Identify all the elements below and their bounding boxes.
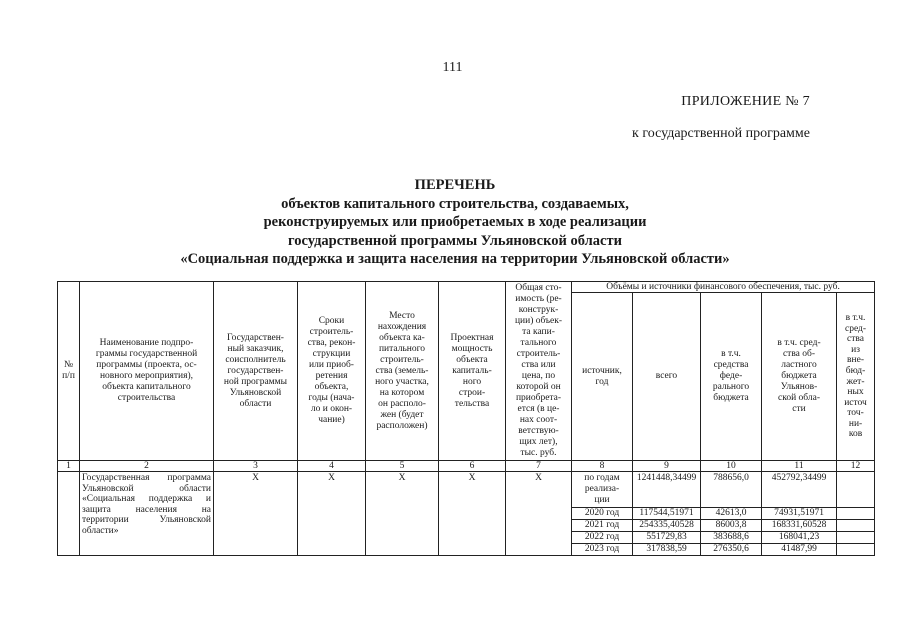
column-number: 10 <box>701 461 762 472</box>
header-col-10: в т.ч. средства феде- рального бюджета <box>701 293 762 461</box>
column-number: 3 <box>214 461 298 472</box>
finance-federal: 788656,0 <box>701 472 762 508</box>
finance-total: 1241448,34499 <box>633 472 701 508</box>
finance-extra <box>837 472 875 508</box>
finance-regional: 168041,23 <box>762 532 837 544</box>
finance-source: 2023 год <box>572 544 633 556</box>
column-number: 1 <box>58 461 80 472</box>
program-location: Х <box>366 472 439 556</box>
finance-federal: 86003,8 <box>701 520 762 532</box>
header-col-2: Наименование подпро- граммы государственной программы (проекта, ос- новного мероприятия), объекта капитального строительства <box>80 282 214 461</box>
title-line: реконструируемых или приобретаемых в ходе реализации <box>263 214 647 230</box>
finance-extra <box>837 532 875 544</box>
title-line: объектов капитального строительства, создаваемых, <box>281 195 629 212</box>
header-group-financing: Объёмы и источники финансового обеспечения, тыс. руб. <box>572 282 875 293</box>
header-col-5: Место нахождения объекта ка- питального строитель- ства (земель- ного участка, на котором он располо- жен (будет расположен) <box>366 282 439 461</box>
header-col-7: Общая сто- имость (ре- конструк- ции) объек- та капи- тального строитель- ства или цена, по которой он приобрета- ется (в це- нах соот- ветствую- щих лет), тыс. руб. <box>506 282 572 461</box>
column-number: 2 <box>80 461 214 472</box>
header-col-9: всего <box>633 293 701 461</box>
header-col-3: Государствен- ный заказчик, соисполнитель государствен- ной программы Ульяновской области <box>214 282 298 461</box>
finance-regional: 452792,34499 <box>762 472 837 508</box>
column-number: 12 <box>837 461 875 472</box>
column-number-row <box>58 461 875 472</box>
column-number: 5 <box>366 461 439 472</box>
finance-extra <box>837 520 875 532</box>
finance-total: 551729,83 <box>633 532 701 544</box>
header-row <box>58 282 875 293</box>
finance-federal: 383688,6 <box>701 532 762 544</box>
finance-extra <box>837 508 875 520</box>
finance-federal: 42613,0 <box>701 508 762 520</box>
column-number: 8 <box>572 461 633 472</box>
finance-source: 2020 год <box>572 508 633 520</box>
program-cost: Х <box>506 472 572 556</box>
header-col-8: источник, год <box>572 293 633 461</box>
finance-source: 2022 год <box>572 532 633 544</box>
program-number <box>58 472 80 556</box>
title-line: государственной программы Ульяновской области <box>288 232 622 249</box>
header-col-11: в т.ч. сред- ства об- ластного бюджета Ульянов- ской обла- сти <box>762 293 837 461</box>
finance-federal: 276350,6 <box>701 544 762 556</box>
appendix-subtitle: к государственной программе <box>632 126 810 141</box>
appendix-label: ПРИЛОЖЕНИЕ № 7 <box>681 94 810 109</box>
page-number: 111 <box>442 60 463 75</box>
finance-total: 117544,51971 <box>633 508 701 520</box>
finance-extra <box>837 544 875 556</box>
program-row <box>58 472 875 508</box>
program-customer: Х <box>214 472 298 556</box>
finance-regional: 168331,60528 <box>762 520 837 532</box>
program-terms: Х <box>298 472 366 556</box>
title-heading: ПЕРЕЧЕНЬ <box>414 177 496 193</box>
objects-table <box>57 281 875 556</box>
finance-total: 317838,59 <box>633 544 701 556</box>
finance-regional: 41487,99 <box>762 544 837 556</box>
header-col-12: в т.ч. сред- ства из вне- бюд- жет- ных источ точ- ни- ков <box>837 293 875 461</box>
header-col-1: № п/п <box>58 282 80 461</box>
finance-regional: 74931,51971 <box>762 508 837 520</box>
finance-source: по годам реализа- ции <box>572 472 633 508</box>
column-number: 4 <box>298 461 366 472</box>
header-col-4: Сроки строитель- ства, рекон- струкции или приоб- ретения объекта, годы (нача- ло и окон- чание) <box>298 282 366 461</box>
title-line: «Социальная поддержка и защита населения на территории Ульяновской области» <box>180 251 730 267</box>
column-number: 9 <box>633 461 701 472</box>
column-number: 7 <box>506 461 572 472</box>
finance-total: 254335,40528 <box>633 520 701 532</box>
program-name: Государственная программа Ульяновской области «Социальная поддержка и защита населения на территории Ульяновской области» <box>80 472 214 556</box>
header-col-6: Проектная мощность объекта капиталь- ного строи- тельства <box>439 282 506 461</box>
column-number: 11 <box>762 461 837 472</box>
finance-source: 2021 год <box>572 520 633 532</box>
column-number: 6 <box>439 461 506 472</box>
document-title <box>60 176 850 269</box>
program-capacity: Х <box>439 472 506 556</box>
